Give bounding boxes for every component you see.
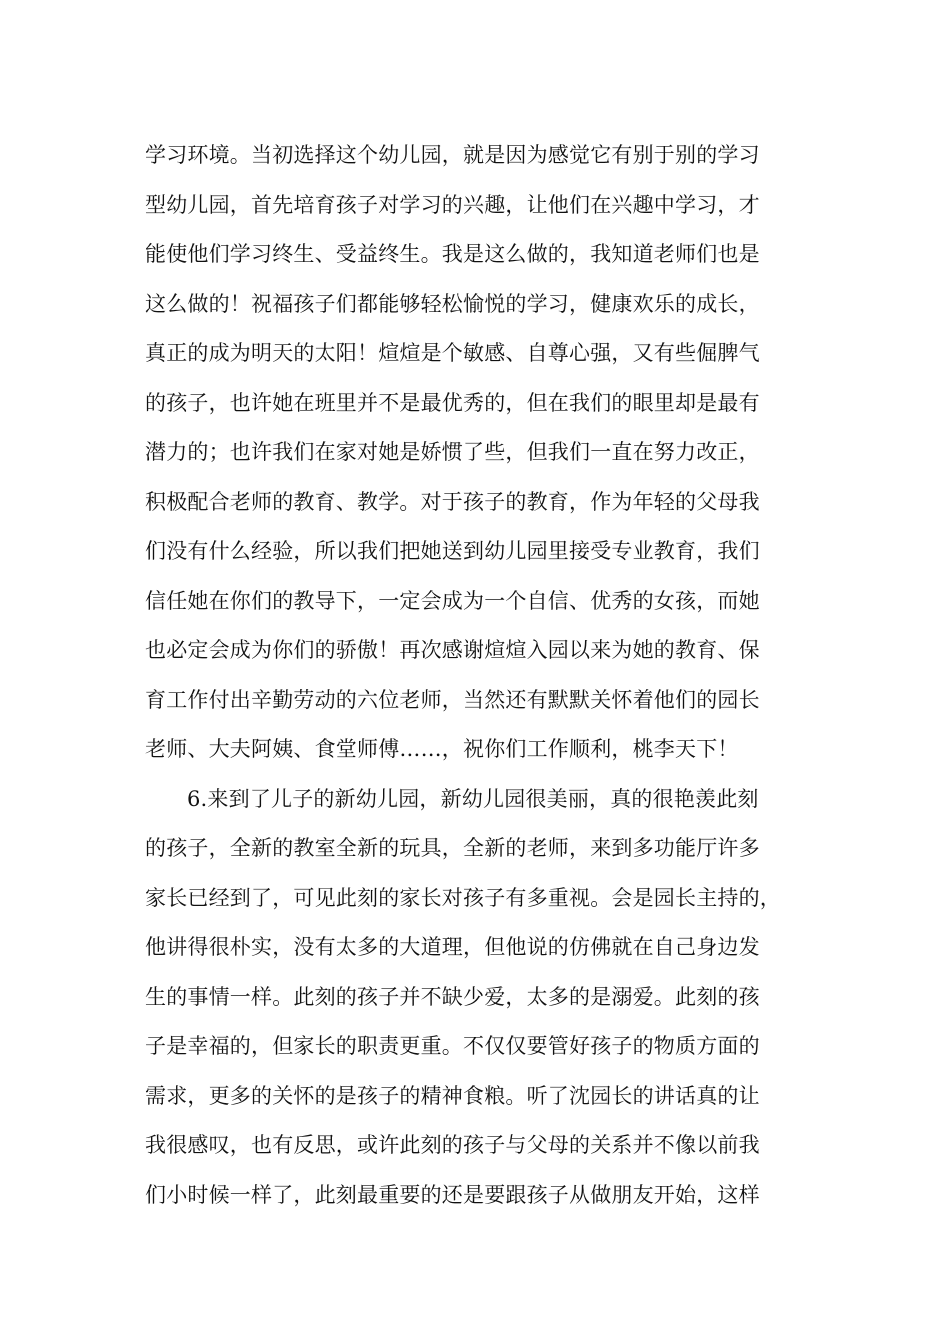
- text-line: 家长已经到了，可见此刻的家长对孩子有多重视。会是园长主持的，: [145, 885, 781, 910]
- text-line: 的孩子，全新的教室全新的玩具，全新的老师，来到多功能厅许多: [145, 836, 760, 860]
- paragraph-start-line: 6.来到了儿子的新幼儿园，新幼儿园很美丽，真的很艳羡此刻: [187, 786, 759, 811]
- body-text: [145, 131, 825, 1220]
- text-line: 能使他们学习终生、受益终生。我是这么做的，我知道老师们也是: [145, 242, 760, 266]
- text-line: 生的事情一样。此刻的孩子并不缺少爱，太多的是溺爱。此刻的孩: [145, 984, 760, 1009]
- text-line: 也必定会成为你们的骄傲！再次感谢煊煊入园以来为她的教育、保: [145, 638, 760, 662]
- text-line: 老师、大夫阿姨、食堂师傅……，祝你们工作顺利，桃李天下！: [145, 737, 739, 761]
- text-line: 的孩子，也许她在班里并不是最优秀的，但在我们的眼里却是最有: [145, 390, 760, 415]
- text-line: 积极配合老师的教育、教学。对于孩子的教育，作为年轻的父母我: [145, 489, 760, 514]
- text-line: 育工作付出辛勤劳动的六位老师，当然还有默默关怀着他们的园长: [145, 687, 760, 712]
- text-line: 们小时候一样了，此刻最重要的还是要跟孩子从做朋友开始，这样: [145, 1182, 760, 1207]
- text-line: 们没有什么经验，所以我们把她送到幼儿园里接受专业教育，我们: [145, 539, 760, 563]
- text-line: 型幼儿园，首先培育孩子对学习的兴趣，让他们在兴趣中学习，才: [145, 192, 760, 217]
- text-line: 学习环境。当初选择这个幼儿园，就是因为感觉它有别于别的学习: [145, 143, 760, 167]
- text-line: 需求，更多的关怀的是孩子的精神食粮。听了沈园长的讲话真的让: [145, 1083, 760, 1108]
- text-line: 潜力的；也许我们在家对她是娇惯了些，但我们一直在努力改正，: [145, 440, 760, 464]
- text-line: 信任她在你们的教导下，一定会成为一个自信、优秀的女孩，而她: [145, 588, 760, 613]
- text-line: 他讲得很朴实，没有太多的大道理，但他说的仿佛就在自己身边发: [145, 935, 760, 959]
- text-line: 我很感叹，也有反思，或许此刻的孩子与父母的关系并不像以前我: [145, 1133, 760, 1157]
- text-line: 子是幸福的，但家长的职责更重。不仅仅要管好孩子的物质方面的: [145, 1034, 760, 1058]
- text-line: 这么做的！祝福孩子们都能够轻松愉悦的学习，健康欢乐的成长，: [145, 291, 760, 316]
- text-line: 真正的成为明天的太阳！煊煊是个敏感、自尊心强，又有些倔脾气: [145, 341, 760, 365]
